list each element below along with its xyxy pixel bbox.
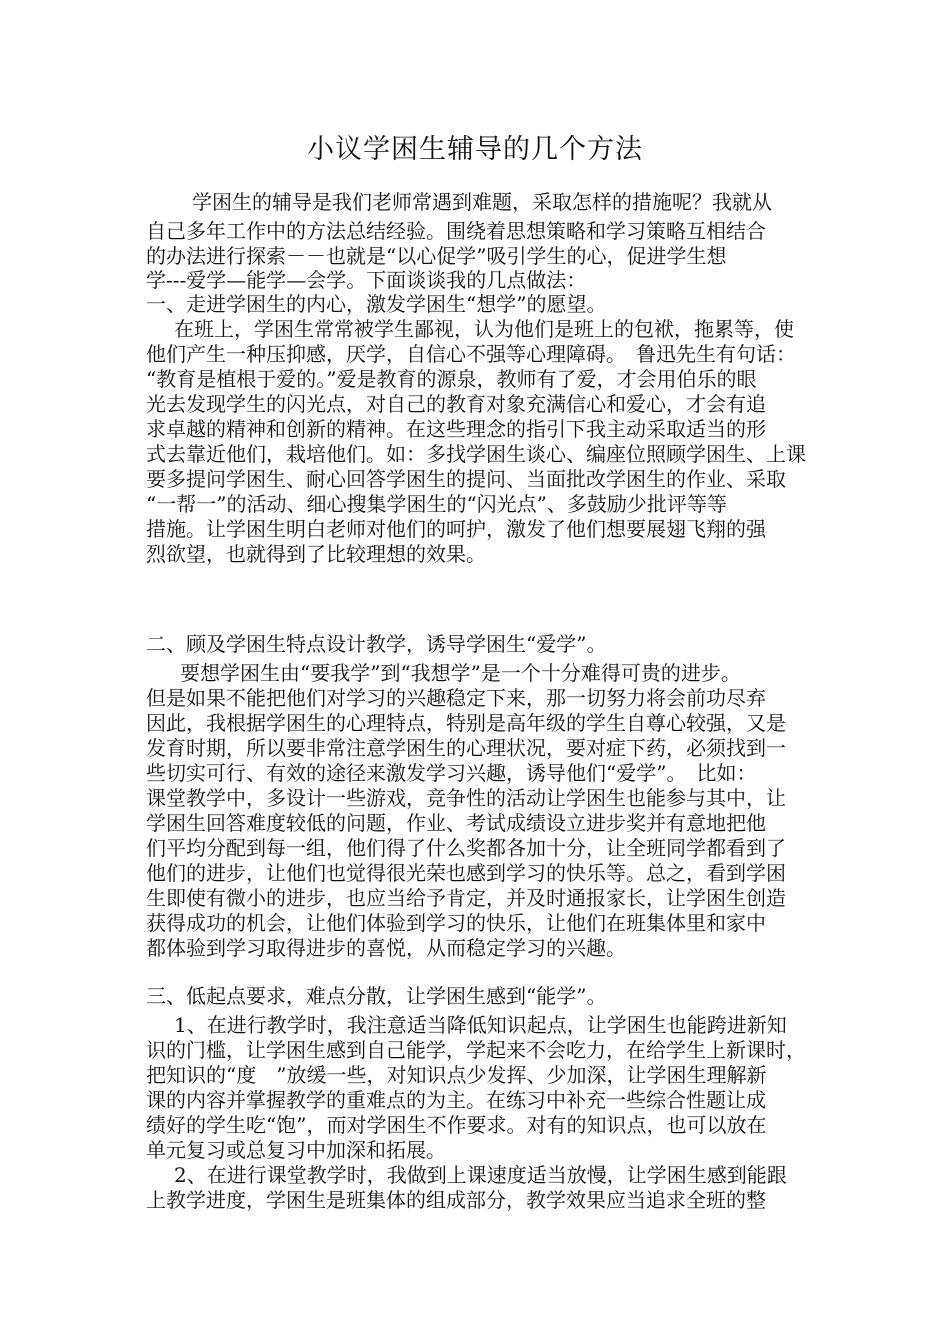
text-line: 们平均分配到每一组，他们得了什么奖都各加十分，让全班同学都看到了: [146, 836, 786, 860]
text-line: 措施。让学困生明白老师对他们的呵护，激发了他们想要展翅飞翔的强: [146, 517, 766, 541]
text-line: 自己多年工作中的方法总结经验。围绕着思想策略和学习策略互相结合: [146, 219, 766, 243]
text-line: 因此，我根据学困生的心理特点，特别是高年级的学生自尊心较强，又是: [146, 711, 786, 735]
text-line: 2、在进行课堂教学时，我做到上课速度适当放慢，让学困生感到能跟: [174, 1163, 787, 1187]
text-line: 学困生的辅导是我们老师常遇到难题，采取怎样的措施呢？我就从: [192, 190, 772, 214]
text-line: 课的内容并掌握教学的重难点的为主。在练习中补充一些综合性题让成: [146, 1088, 766, 1112]
text-line: 要想学困生由“要我学”到“我想学”是一个十分难得可贵的进步。: [180, 661, 741, 685]
text-line: 绩好的学生吃“饱”，而对学困生不作要求。对有的知识点，也可以放在: [146, 1113, 767, 1137]
text-line: “教育是植根于爱的。”爱是教育的源泉，教师有了爱，才会用伯乐的眼: [146, 367, 757, 391]
text-line: 但是如果不能把他们对学习的兴趣稳定下来，那一切努力将会前功尽弃: [146, 686, 766, 710]
text-line: 把知识的“度 ”放缓一些，对知识点少发挥、少加深，让学困生理解新: [146, 1063, 767, 1087]
text-line: 些切实可行、有效的途径来激发学习兴趣，诱导他们“爱学”。 比如：: [146, 761, 757, 785]
text-line: 求卓越的精神和创新的精神。在这些理念的指引下我主动采取适当的形: [146, 417, 766, 441]
text-line: 他们的进步，让他们也觉得很光荣也感到学习的快乐等。总之，看到学困: [146, 861, 786, 885]
text-line: 二、顾及学困生特点设计教学，诱导学困生“爱学”。: [146, 632, 607, 656]
text-line: 他们产生一种压抑感，厌学，自信心不强等心理障碍。 鲁迅先生有句话：: [146, 342, 796, 366]
text-line: 三、低起点要求，难点分散，让学困生感到“能学”。: [146, 984, 607, 1008]
text-line: 要多提问学困生、耐心回答学困生的提问、当面批改学困生的作业、采取: [146, 467, 786, 491]
text-line: 上教学进度，学困生是班集体的组成部分，教学效果应当追求全班的整: [146, 1188, 766, 1212]
text-line: “一帮一”的活动、细心搜集学困生的“闪光点”、多鼓励少批评等等: [146, 492, 727, 516]
text-line: 获得成功的机会，让他们体验到学习的快乐，让他们在班集体里和家中: [146, 911, 766, 935]
text-line: 在班上，学困生常常被学生鄙视，认为他们是班上的包袱，拖累等，使: [174, 317, 794, 341]
text-line: 一、走进学困生的内心，激发学困生“想学”的愿望。: [146, 292, 607, 316]
text-line: 烈欲望，也就得到了比较理想的效果。: [146, 542, 486, 566]
text-line: 课堂教学中，多设计一些游戏，竞争性的活动让学困生也能参与其中，让: [146, 786, 786, 810]
text-line: 的办法进行探索－－也就是“以心促学”吸引学生的心，促进学生想: [146, 244, 727, 268]
text-line: 单元复习或总复习中加深和拓展。: [146, 1138, 446, 1162]
text-line: 生即使有微小的进步，也应当给予肯定，并及时通报家长，让学困生创造: [146, 886, 786, 910]
text-line: 发育时期，所以要非常注意学困生的心理状况，要对症下药，必须找到一: [146, 736, 786, 760]
text-line: 学---爱学—能学—会学。下面谈谈我的几点做法：: [146, 268, 587, 292]
text-line: 1、在进行教学时，我注意适当降低知识起点，让学困生也能跨进新知: [174, 1013, 787, 1037]
text-line: 式去靠近他们，栽培他们。如：多找学困生谈心、编座位照顾学困生、上课: [146, 442, 806, 466]
text-line: 识的门槛，让学困生感到自己能学，学起来不会吃力，在给学生上新课时，: [146, 1038, 806, 1062]
text-line: 光去发现学生的闪光点，对自己的教育对象充满信心和爱心，才会有追: [146, 392, 766, 416]
document-title: 小议学困生辅导的几个方法: [307, 134, 643, 165]
text-line: 学困生回答难度较低的问题，作业、考试成绩设立进步奖并有意地把他: [146, 811, 766, 835]
text-line: 都体验到学习取得进步的喜悦，从而稳定学习的兴趣。: [146, 936, 626, 960]
